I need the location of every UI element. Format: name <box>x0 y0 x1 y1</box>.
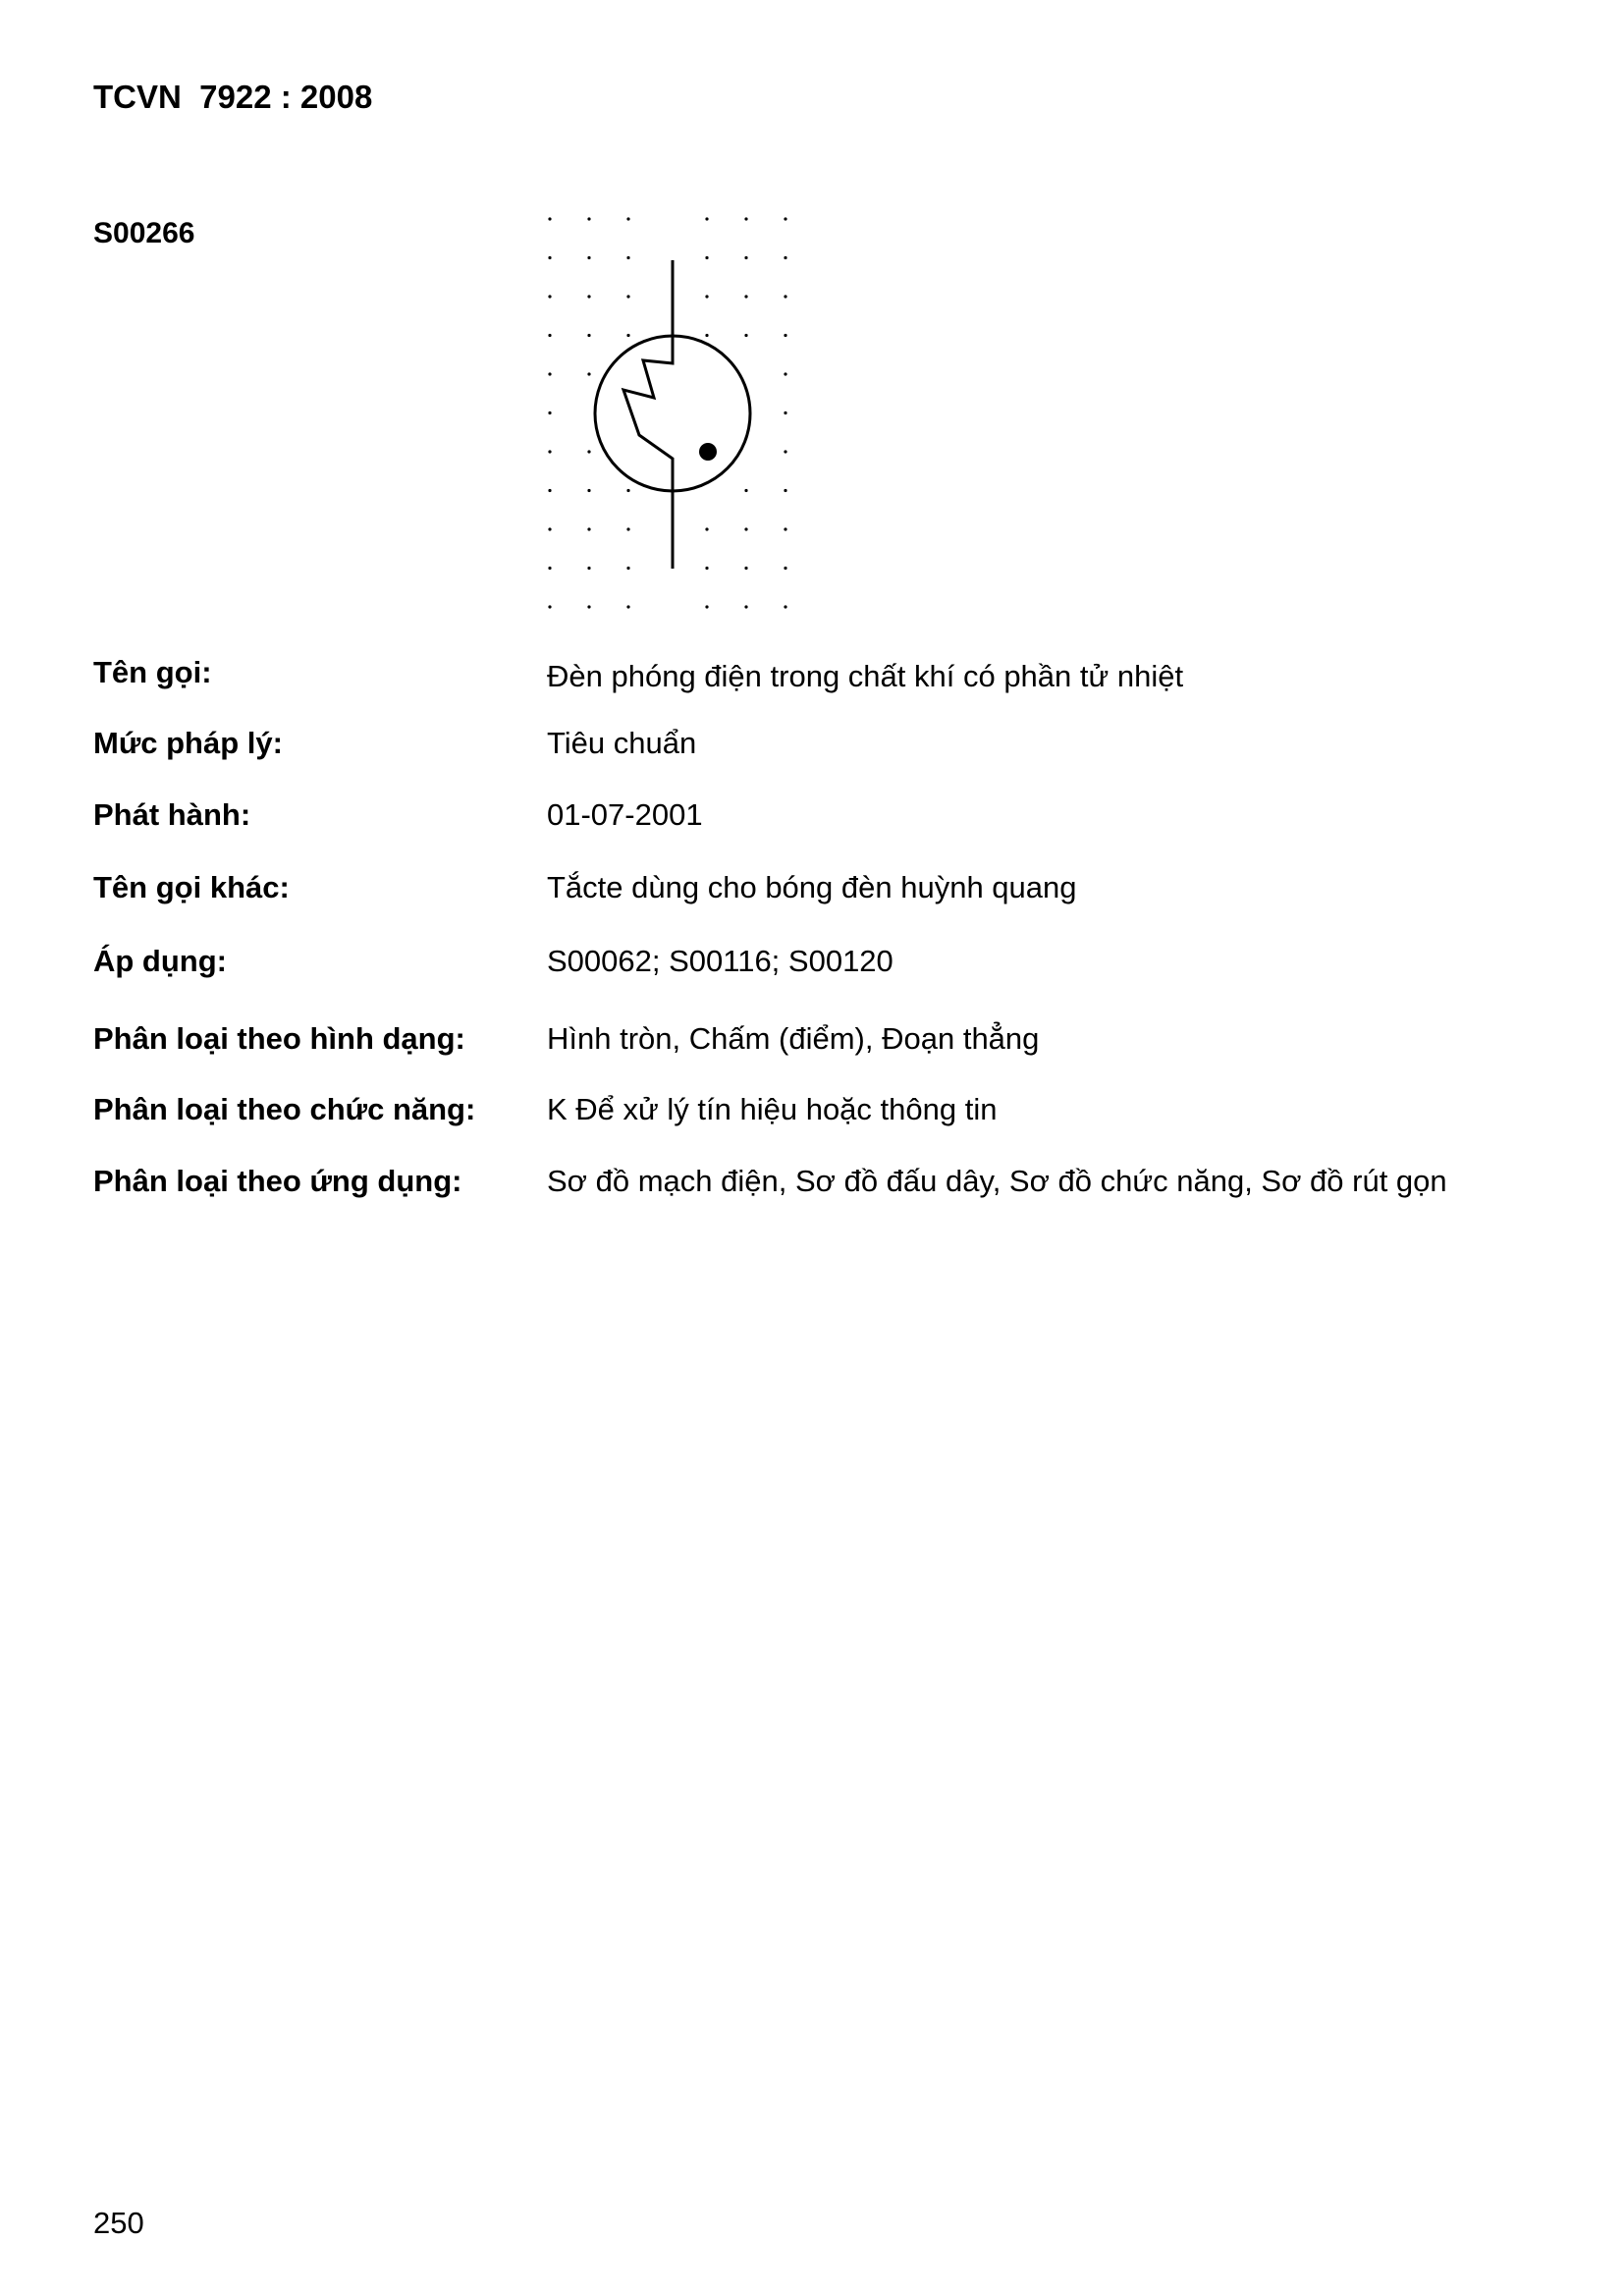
grid-dot <box>744 489 747 492</box>
field-row <box>93 1092 1566 1135</box>
grid-dot <box>744 334 747 337</box>
page-number: 250 <box>93 2206 144 2240</box>
grid-dot <box>705 334 708 337</box>
grid-dot <box>784 411 786 414</box>
grid-dot <box>587 372 590 375</box>
symbol-thermal-element <box>623 337 673 490</box>
field-label: Tên gọi: <box>93 655 212 689</box>
field-label: Phát hành: <box>93 797 251 832</box>
grid-dot <box>744 527 747 530</box>
grid-dot <box>548 411 551 414</box>
grid-dot <box>784 527 786 530</box>
field-value: S00062; S00116; S00120 <box>547 944 893 978</box>
symbol-dot <box>699 443 717 461</box>
field-value: Tắcte dùng cho bóng đèn huỳnh quang <box>547 870 1077 904</box>
field-label: Áp dụng: <box>93 944 228 978</box>
grid-dot <box>587 256 590 259</box>
grid-dot <box>705 567 708 570</box>
grid-dot <box>548 567 551 570</box>
grid-dot <box>784 372 786 375</box>
field-row <box>93 944 1566 987</box>
field-value: 01-07-2001 <box>547 797 703 832</box>
grid-dot <box>744 217 747 220</box>
grid-dot <box>626 605 629 608</box>
grid-dot <box>784 217 786 220</box>
grid-dot <box>744 295 747 298</box>
grid-dot <box>548 256 551 259</box>
field-value: K Để xử lý tín hiệu hoặc thông tin <box>547 1092 998 1126</box>
grid-dot <box>744 567 747 570</box>
grid-dot <box>784 567 786 570</box>
document-header: TCVN 7922 : 2008 <box>93 79 373 115</box>
grid-dot <box>587 527 590 530</box>
grid-dot <box>626 567 629 570</box>
grid-dot <box>548 450 551 453</box>
grid-dot <box>626 256 629 259</box>
grid-dot <box>548 605 551 608</box>
grid-dot <box>548 217 551 220</box>
grid-dot <box>548 527 551 530</box>
grid-dot <box>744 256 747 259</box>
grid-dot <box>587 605 590 608</box>
grid-dot <box>784 450 786 453</box>
field-row <box>93 1164 1566 1207</box>
grid-dot <box>784 605 786 608</box>
grid-dot <box>705 256 708 259</box>
grid-dot <box>587 217 590 220</box>
grid-dot <box>626 217 629 220</box>
field-row <box>93 1021 1566 1065</box>
field-value: Tiêu chuẩn <box>547 726 697 760</box>
grid-dot <box>587 334 590 337</box>
grid-dot <box>626 489 629 492</box>
grid-dot <box>548 489 551 492</box>
field-label: Mức pháp lý: <box>93 726 283 760</box>
grid-dot <box>626 527 629 530</box>
symbol-code: S00266 <box>93 217 195 249</box>
field-value: Sơ đồ mạch điện, Sơ đồ đấu dây, Sơ đồ chức năng, Sơ đồ rút gọn <box>547 1164 1447 1198</box>
field-row <box>93 726 1566 769</box>
grid-dot <box>705 295 708 298</box>
grid-dot <box>784 295 786 298</box>
field-label: Tên gọi khác: <box>93 870 290 904</box>
grid-dot <box>587 450 590 453</box>
field-value: Hình tròn, Chấm (điểm), Đoạn thẳng <box>547 1021 1040 1056</box>
field-row <box>93 797 1566 841</box>
field-label: Phân loại theo hình dạng: <box>93 1021 465 1056</box>
grid-dot <box>587 489 590 492</box>
grid-dot <box>705 217 708 220</box>
grid-dot <box>587 295 590 298</box>
grid-dot <box>705 527 708 530</box>
field-row <box>93 870 1566 913</box>
gas-discharge-lamp-symbol-icon <box>545 211 800 614</box>
field-value: Đèn phóng điện trong chất khí có phần tử nhiệt <box>547 659 1184 693</box>
grid-dot <box>744 605 747 608</box>
grid-dot <box>548 334 551 337</box>
grid-dot <box>705 605 708 608</box>
grid-dot <box>626 295 629 298</box>
grid-dot <box>784 489 786 492</box>
grid-dot <box>587 567 590 570</box>
field-row <box>93 655 1566 698</box>
grid-dot <box>784 334 786 337</box>
grid-dot <box>548 372 551 375</box>
field-label: Phân loại theo chức năng: <box>93 1092 476 1126</box>
field-label: Phân loại theo ứng dụng: <box>93 1164 462 1198</box>
grid-dot <box>784 256 786 259</box>
grid-dot <box>626 334 629 337</box>
grid-dot <box>548 295 551 298</box>
